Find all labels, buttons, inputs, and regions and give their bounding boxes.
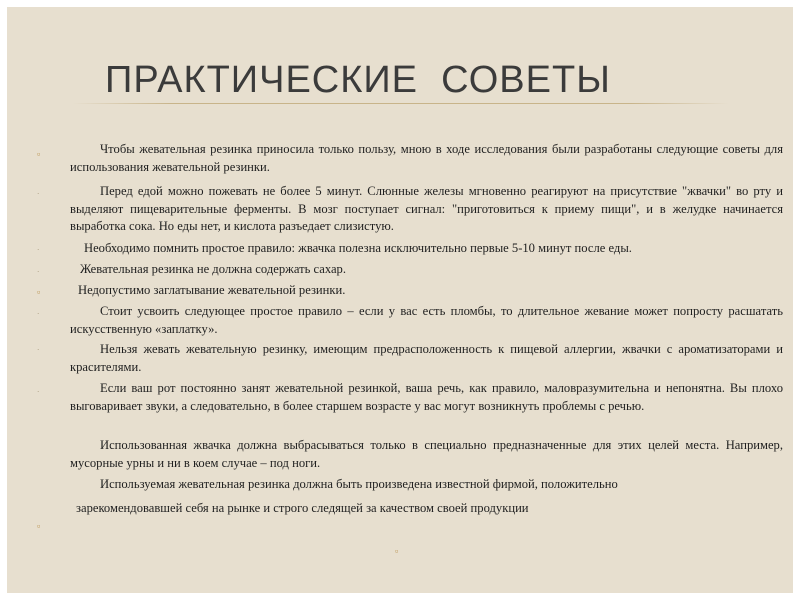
bullet-marker-icon: · <box>37 388 40 396</box>
paragraph-tip: Необходимо помнить простое правило: жвачка полезна исключительно первые 5-10 минут после еды. <box>84 241 632 255</box>
bullet-marker-icon: · <box>37 190 40 198</box>
paragraph-tip: Используемая жевательная резинка должна быть произведена известной фирмой, положительно <box>100 477 618 491</box>
paragraph-tip: Недопустимо заглатывание жевательной резинки. <box>78 283 346 297</box>
title-area <box>7 7 793 117</box>
bullet-marker-icon: · <box>37 310 40 318</box>
title-underline <box>73 103 729 104</box>
paragraph-tip: Если ваш рот постоянно занят жевательной резинкой, ваша речь, как правило, маловразумительна и непонятна. Вы плохо выговаривает звуки, а следовательно, в более старшем возрасте у вас могут возникнуть проблемы с речью. <box>70 381 783 413</box>
paragraph-tip: Жевательная резинка не должна содержать сахар. <box>80 262 346 276</box>
slide-title: ПРАКТИЧЕСКИЕ СОВЕТЫ <box>105 59 611 101</box>
paragraph-intro: Чтобы жевательная резинка приносила только пользу, мною в ходе исследования были разработаны следующие советы для использования жевательной резинки. <box>70 142 783 174</box>
paragraph-tip: Стоит усвоить следующее простое правило – если у вас есть пломбы, то длительное жевание может попросту расшатать искусственную «заплатку». <box>70 304 783 336</box>
paragraph-tip: Перед едой можно пожевать не более 5 минут. Слюнные железы мгновенно реагируют на присутствие "жвачки" во рту и выделяют пищеварительные ферменты. В мозг поступает сигнал: "приготовиться к приему пищи", и в желудке начинается выработка сока. Но еды нет, и кислота разъедает слизистую. <box>70 184 783 233</box>
bullet-marker-icon: ▫ <box>37 287 41 297</box>
paragraph-tip: Использованная жвачка должна выбрасываться только в специально предназначенные для этих целей места. Например, мусорные урны и ни в коем случае – под ноги. <box>70 438 783 470</box>
paragraph-tip: Нельзя жевать жевательную резинку, имеющим предрасположенность к пищевой аллергии, жвачки с ароматизаторами и красителями. <box>70 342 783 374</box>
bullet-marker-icon: · <box>37 246 40 254</box>
bullet-marker-icon: ▫ <box>395 546 399 556</box>
bullet-marker-icon: · <box>37 268 40 276</box>
slide <box>7 7 793 593</box>
bullet-marker-icon: ▫ <box>37 521 41 531</box>
bullet-marker-icon: ▫ <box>37 149 41 159</box>
bullet-marker-icon: · <box>37 346 40 354</box>
paragraph-tip-continued: зарекомендовавшей себя на рынке и строго следящей за качеством своей продукции <box>76 501 529 515</box>
